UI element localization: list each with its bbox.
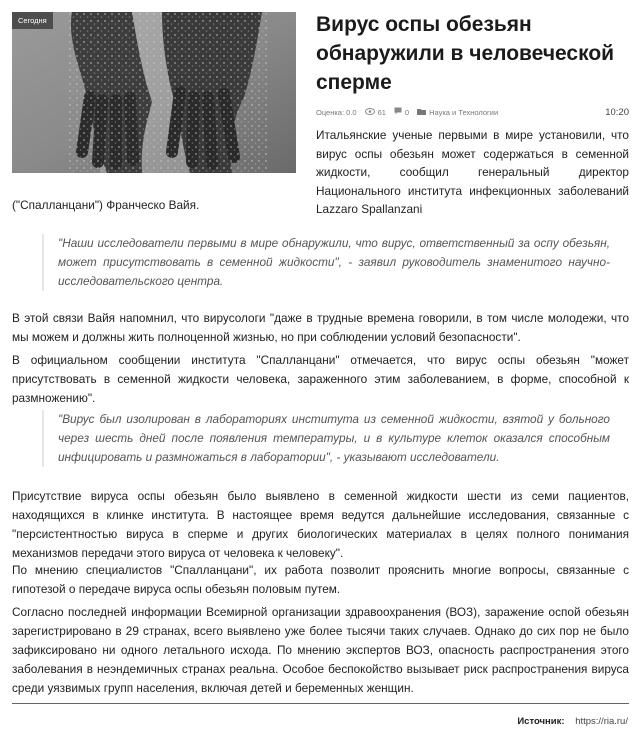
comment-icon [394, 107, 402, 117]
lead-paragraph: Итальянские ученые первыми в мире установили, что вирус оспы обезьян может содержаться в семенной жидкости, сообщил генеральный директор Национального института инфекционных заболеваний Lazzaro Spallanzani [316, 128, 629, 216]
comments-count: 0 [404, 107, 410, 117]
category-link[interactable] [417, 108, 498, 117]
comments-counter[interactable] [394, 107, 409, 117]
eye-icon [365, 108, 375, 117]
views-count: 61 [377, 107, 386, 117]
lead-paragraph-tail: ("Спалланцани") Франческо Вайя. [12, 198, 200, 212]
rating: Оценка: 0.0 [316, 107, 357, 117]
quote-1: "Наши исследователи первыми в мире обнаружили, что вирус, ответственный за оспу обезьян, может присутствовать в семенной жидкости", - заявил руководитель знаменитого научно-исследовательского центра. [42, 234, 610, 291]
category-label: Наука и Технологии [429, 107, 499, 117]
paragraph-2: В официальном сообщении института "Спалланцани" отмечается, что вирус оспы обезьян "может присутствовать в семенной жидкости человека, зараженного этим заболеванием, в форме, способной к размножению". [12, 353, 629, 405]
footer-divider [12, 703, 629, 704]
today-badge[interactable]: Сегодня [12, 12, 53, 29]
publish-time: 10:20 [605, 106, 629, 118]
article-title: Вирус оспы обезьян обнаружили в человеческой сперме [316, 13, 615, 94]
hands-photo-illustration [12, 12, 296, 173]
article-meta [316, 106, 629, 118]
quote-2: "Вирус был изолирован в лабораториях института из семенной жидкости, взятой у больного через шесть дней после появления температуры, и в культуре клеток оказался способным инфицировать и размножаться в лаборатории", - указывают исследователи. [42, 410, 610, 467]
views-counter [365, 108, 386, 117]
paragraph-5: Согласно последней информации Всемирной организации здравоохранения (ВОЗ), заражение оспой обезьян зарегистрировано в 29 странах, всего выявлено уже более тысячи таких случаев. Однако до сих пор не было зафиксировано ни одного летального исхода. По мнению экспертов ВОЗ, опасность распространения этого заболевания в неэндемичных странах реальна. Особое беспокойство вызывает риск распространения вируса среди уязвимых групп населения, включая детей и беременных женщин. [12, 605, 629, 695]
source-link[interactable]: https://ria.ru/ [575, 716, 628, 727]
paragraph-3: Присутствие вируса оспы обезьян было выявлено в семенной жидкости шести из семи пациентов, находящихся в клинке института. В настоящее время ведутся дальнейшие исследования, связанные с "персистентностью вируса в сперме и других биологических материалах в целях полного понимания механизмов передачи этого вируса от человека к человеку". [12, 489, 629, 560]
folder-icon [417, 108, 426, 117]
article-photo [12, 12, 296, 173]
paragraph-4: По мнению специалистов "Спалланцани", их работа позволит прояснить многие вопросы, связанные с гипотезой о передаче вируса оспы обезьян половым путем. [12, 563, 629, 596]
source [517, 716, 628, 727]
source-label: Источник: [517, 716, 565, 727]
paragraph-1: В этой связи Вайя напомнил, что вирусологи "даже в трудные времена говорили, в том числе молодежи, что мы можем и должны жить полноценной жизнью, но при соблюдении условий безопасности". [12, 311, 629, 344]
